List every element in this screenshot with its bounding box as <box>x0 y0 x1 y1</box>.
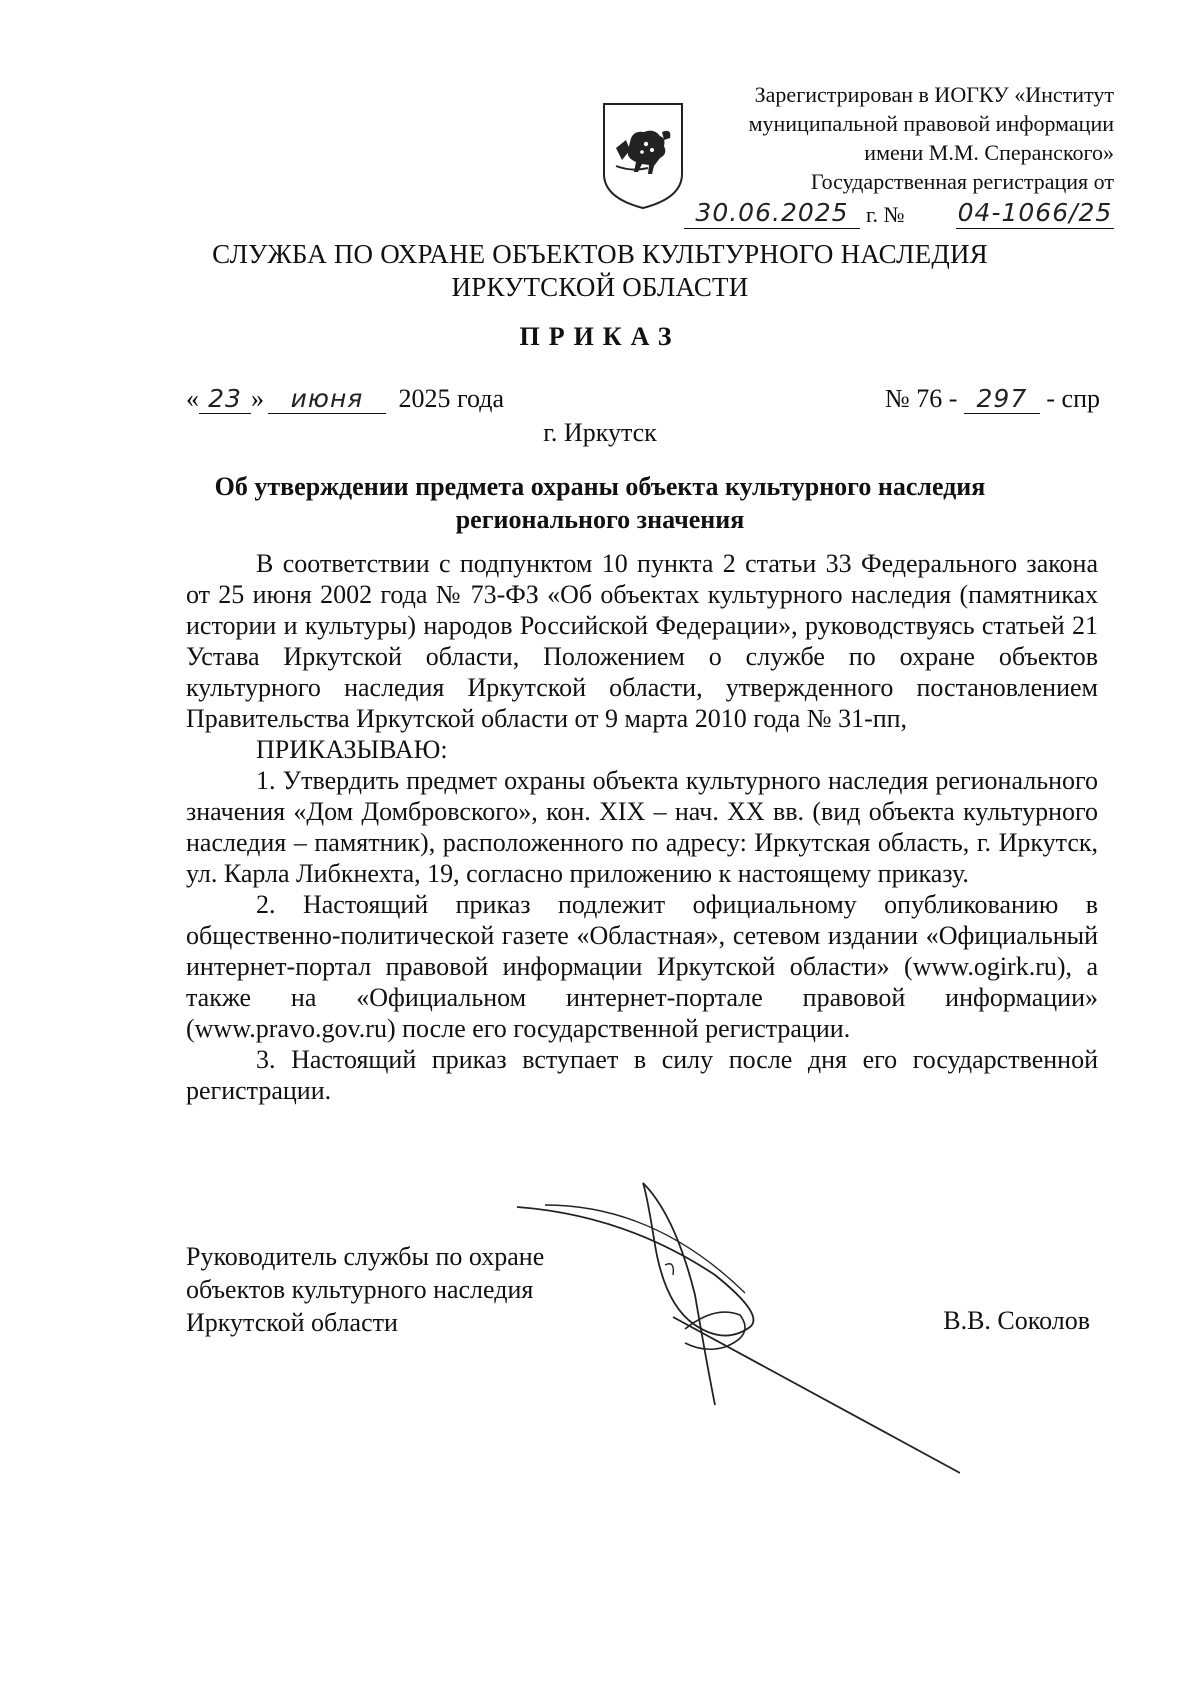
document-type: ПРИКАЗ <box>519 322 681 351</box>
order-city: г. Иркутск <box>543 418 657 447</box>
stamp-line: муниципальной правовой информации <box>748 111 1114 136</box>
signatory-name: В.В. Соколов <box>943 1306 1090 1335</box>
order-item-3: 3. Настоящий приказ вступает в силу после дня его государственной регистрации. <box>186 1045 1098 1105</box>
coat-of-arms-icon <box>602 102 684 210</box>
subject-line: регионального значения <box>455 505 745 534</box>
order-number-suffix: - спр <box>1046 384 1100 413</box>
order-number <box>885 384 1100 414</box>
signatory-line: Руководитель службы по охране <box>186 1242 545 1271</box>
registration-number: 04-1066/25 <box>957 198 1113 227</box>
preamble-paragraph: В соответствии с подпунктом 10 пункта 2 статьи 33 Федерального закона от 25 июня 2002 года № 73-ФЗ «Об объектах культурного наследия (памятниках истории и культуры) народов Российской Федерации», руководствуясь статьей 21 Устава Иркутской области, Положением о службе по охране объектов культурного наследия Иркутской области, утвержденного постановлением Правительства Иркутской области от 9 марта 2010 года № 31-пп, <box>186 549 1098 733</box>
order-item-1: 1. Утвердить предмет охраны объекта культурного наследия регионального значения «Дом Домбровского», кон. XIX – нач. XX вв. (вид объекта культурного наследия – памятник), расположенного по адресу: Иркутская область, г. Иркутск, ул. Карла Либкнехта, 19, согласно приложению к настоящему приказу. <box>186 766 1098 888</box>
order-number-value: 297 <box>964 384 1040 414</box>
subject-line: Об утверждении предмета охраны объекта культурного наследия <box>214 472 986 501</box>
order-month: июня <box>268 384 386 414</box>
order-year: 2025 года <box>398 384 505 413</box>
signatory-position <box>186 1240 544 1339</box>
order-body <box>186 548 1098 1106</box>
stamp-line: Зарегистрирован в ИОГКУ «Институт <box>754 82 1114 107</box>
registration-date: 30.06.2025 <box>684 198 860 229</box>
order-date <box>186 384 504 416</box>
stamp-registration-row <box>684 198 1114 230</box>
registration-stamp <box>684 80 1114 230</box>
agency-name <box>150 238 1050 304</box>
quote-close: » <box>251 384 264 413</box>
stamp-line: имени М.М. Сперанского» <box>864 140 1114 165</box>
order-subject <box>150 470 1050 536</box>
agency-line: СЛУЖБА ПО ОХРАНЕ ОБЪЕКТОВ КУЛЬТУРНОГО НАСЛЕДИЯ <box>212 239 988 269</box>
registration-number-label: г. № <box>866 202 905 227</box>
order-day: 23 <box>199 384 251 414</box>
quote-open: « <box>186 384 199 413</box>
handwritten-signature-icon <box>515 1175 960 1475</box>
signatory-line: объектов культурного наследия <box>186 1275 534 1304</box>
agency-line: ИРКУТСКОЙ ОБЛАСТИ <box>451 272 749 302</box>
order-number-prefix: № 76 - <box>884 384 958 413</box>
signatory-line: Иркутской области <box>186 1308 398 1337</box>
order-word: ПРИКАЗЫВАЮ: <box>256 735 448 764</box>
stamp-line: Государственная регистрация от <box>810 169 1114 194</box>
order-item-2: 2. Настоящий приказ подлежит официальному опубликованию в общественно-политической газете «Областная», сетевом издании «Официальный интернет-портал правовой информации Иркутской области» (www.ogirk.ru), а также на «Официальном интернет-портале правовой информации» (www.pravo.gov.ru) после его государственной регистрации. <box>186 890 1098 1043</box>
